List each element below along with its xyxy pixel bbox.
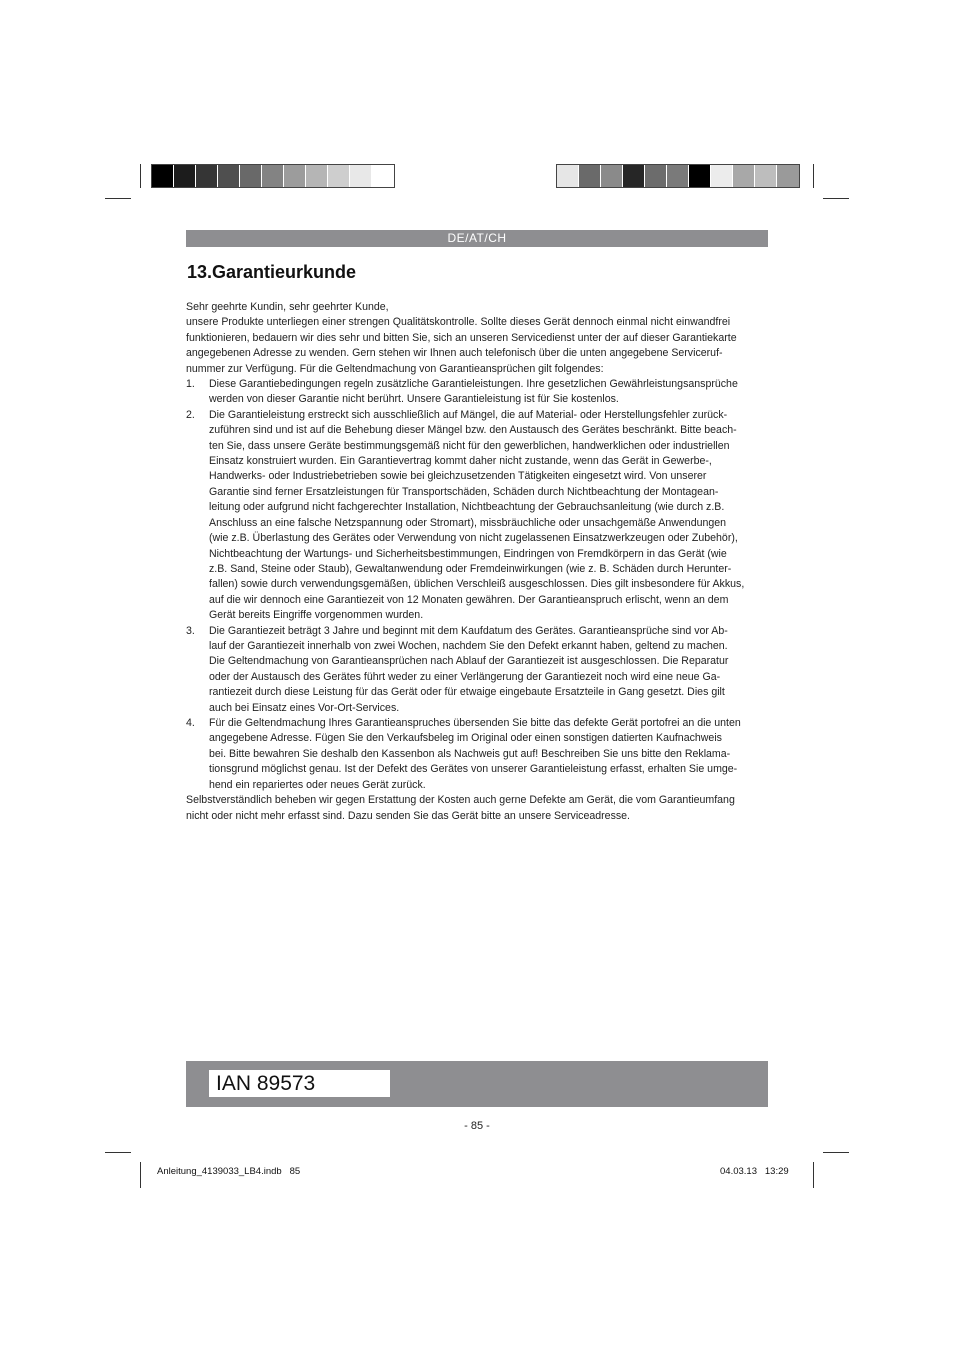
text-line: rantiezeit durch diese Leistung für das Gerät oder für etwaige eingebaute Ersatzteile in Gang gesetzt. Dies gilt xyxy=(209,686,725,699)
region-label-bar xyxy=(186,230,768,247)
text-line: Gerät bereits Eingriffe vorgenommen wurden. xyxy=(209,609,424,622)
color-swatch xyxy=(284,165,306,187)
crop-mark xyxy=(823,1152,849,1153)
salutation: Sehr geehrte Kundin, sehr geehrter Kunde, xyxy=(186,301,389,313)
text-line: (wie z.B. Überlastung des Gerätes oder Verwendung von nicht zugelassenen Einsatzwerkzeugen oder Zubehör), xyxy=(209,532,738,545)
color-swatch xyxy=(711,165,733,187)
text-line: Die Garantieleistung erstreckt sich ausschließlich auf Mängel, die auf Material- oder Herstellungsfehler zurück- xyxy=(209,408,728,421)
text-line: fallen) sowie durch verwendungsgemäßen, üblichen Verschleiß ausgeschlossen. Dies gilt insbesondere für Akkus, xyxy=(209,578,745,591)
text-line: leitung oder aufgrund nicht fachgerechter Installation, Nichtbeachtung der Gebrauchsanleitung (wie durch z.B. xyxy=(209,501,725,514)
text-line: Die Geltendmachung von Garantieansprüchen nach Ablauf der Garantiezeit ist ausgeschlossen. Die Reparatur xyxy=(209,655,729,668)
text-line: auf die wir dennoch eine Garantiezeit von 12 Monaten gewähren. Der Garantieanspruch erlischt, wenn an dem xyxy=(209,593,729,606)
text-line: z.B. Sand, Steine oder Staub), Gewaltanwendung oder Fremdeinwirkungen (wie z. B. Schäden durch Herunter- xyxy=(209,562,732,575)
color-swatch xyxy=(755,165,777,187)
text-line: lauf der Garantiezeit innerhalb von zwei Wochen, nachdem Sie den Defekt erkannt haben, geltend zu machen. xyxy=(209,639,728,652)
crop-mark xyxy=(813,1162,814,1188)
list-item-number: 3. xyxy=(186,624,195,637)
text-line: angegebenen Adresse zu wenden. Gern stehen wir Ihnen auch telefonisch über die unten angegebene Serviceruf- xyxy=(186,347,723,360)
closing-paragraph xyxy=(186,793,770,825)
color-swatch xyxy=(306,165,328,187)
text-line: nummer zur Verfügung. Für die Geltendmachung von Garantieansprüchen gilt folgendes: xyxy=(186,362,604,375)
text-line: Diese Garantiebedingungen regeln zusätzliche Garantieleistungen. Ihre gesetzlichen Gewährleistungsansprüche xyxy=(209,378,738,391)
list-item xyxy=(186,624,770,716)
color-swatch xyxy=(689,165,711,187)
crop-mark xyxy=(140,1162,141,1188)
intro-paragraph xyxy=(186,315,770,377)
text-line: hend ein repariertes oder neues Gerät zurück. xyxy=(209,778,426,791)
text-line: werden von dieser Garantie nicht berührt. Unsere Garantieleistung ist für Sie kostenlos. xyxy=(209,393,619,406)
text-line: nicht oder nicht mehr erfasst sind. Dazu senden Sie das Gerät bitte an unsere Serviceadresse. xyxy=(186,810,630,823)
crop-mark xyxy=(140,164,141,188)
text-line: ten Sie, dass unsere Geräte bestimmungsgemäß nicht für den gewerblichen, handwerklichen oder industriellen xyxy=(209,439,730,452)
list-item-number: 1. xyxy=(186,378,195,391)
text-line: Selbstverständlich beheben wir gegen Erstattung der Kosten auch gerne Defekte am Gerät, die vom Garantieumfang xyxy=(186,794,735,806)
list-item xyxy=(186,377,770,408)
text-line: zuführen sind und ist auf die Behebung dieser Mängel bzw. den Austausch des Gerätes beschränkt. Bitte beach- xyxy=(209,424,737,437)
text-line: funktionieren, bedauern wir dies sehr und bitten Sie, sich an unseren Servicedienst unter der auf dieser Garantiekarte xyxy=(186,331,737,344)
color-swatch xyxy=(557,165,579,187)
crop-mark xyxy=(105,1152,131,1153)
region-label: DE/AT/CH xyxy=(447,231,507,245)
text-line: Einsatz konstruiert wurden. Ein Garantievertrag kommt daher nicht zustande, wenn das Gerät in Gewerbe-, xyxy=(209,455,712,468)
color-swatch xyxy=(733,165,755,187)
text-line: bei. Bitte bewahren Sie deshalb den Kassenbon als Nachweis gut auf! Beschreiben Sie uns bitte den Reklama- xyxy=(209,747,731,760)
color-swatch xyxy=(218,165,240,187)
crop-mark xyxy=(813,164,814,188)
color-swatch xyxy=(579,165,601,187)
list-item-number: 4. xyxy=(186,716,195,729)
color-swatch xyxy=(328,165,350,187)
color-swatch-strip-left xyxy=(151,164,395,188)
color-swatch xyxy=(623,165,645,187)
list-item-number: 2. xyxy=(186,408,195,421)
text-line: unsere Produkte unterliegen einer strengen Qualitätskontrolle. Sollte dieses Gerät dennoch einmal nicht einwandfrei xyxy=(186,316,731,329)
page-number: - 85 - xyxy=(464,1120,490,1132)
crop-mark xyxy=(823,198,849,199)
warranty-conditions-list xyxy=(186,377,770,793)
color-swatch xyxy=(601,165,623,187)
color-swatch xyxy=(777,165,799,187)
text-line: auch bei Einsatz eines Vor-Ort-Services. xyxy=(209,701,400,714)
color-swatch-strip-right xyxy=(556,164,800,188)
ian-number: IAN 89573 xyxy=(209,1070,390,1097)
text-line: oder der Austausch des Gerätes führt weder zu einer Verlängerung der Garantiezeit noch wird eine neue Ga- xyxy=(209,670,721,683)
color-swatch xyxy=(350,165,372,187)
text-line: angegebene Adresse. Fügen Sie den Verkaufsbeleg im Original oder einen sonstigen datierten Kaufnachweis xyxy=(209,732,722,745)
warranty-text xyxy=(186,300,770,825)
text-line: Anschluss an eine falsche Netzspannung oder Stromart), missbräuchliche oder unsachgemäße Anwendungen xyxy=(209,516,727,529)
color-swatch xyxy=(196,165,218,187)
list-item xyxy=(186,408,770,624)
page-title: 13.Garantieurkunde xyxy=(187,262,357,282)
color-swatch xyxy=(645,165,667,187)
ian-band xyxy=(186,1061,768,1107)
footer-file-info: Anleitung_4139033_LB4.indb 85 xyxy=(157,1166,301,1177)
text-line: Garantie sind ferner Ersatzleistungen für Transportschäden, Schäden durch Nichtbeachtung der Montagean- xyxy=(209,485,719,498)
footer-datetime: 04.03.13 13:29 xyxy=(720,1166,789,1177)
text-line: Für die Geltendmachung Ihres Garantieanspruches übersenden Sie bitte das defekte Gerät portofrei an die unten xyxy=(209,716,741,729)
color-swatch xyxy=(667,165,689,187)
color-swatch xyxy=(152,165,174,187)
color-swatch xyxy=(240,165,262,187)
list-item xyxy=(186,716,770,793)
color-swatch xyxy=(372,165,394,187)
crop-mark xyxy=(105,198,131,199)
text-line: Nichtbeachtung der Wartungs- und Sicherheitsbestimmungen, Eindringen von Fremdkörpern in das Gerät (wie xyxy=(209,547,727,560)
color-swatch xyxy=(174,165,196,187)
text-line: Die Garantiezeit beträgt 3 Jahre und beginnt mit dem Kaufdatum des Gerätes. Garantieansprüche sind vor Ab- xyxy=(209,624,728,637)
color-swatch xyxy=(262,165,284,187)
text-line: tionsgrund möglichst genau. Ist der Defekt des Gerätes von unserer Garantieleistung erfasst, erhalten Sie umge- xyxy=(209,763,738,776)
text-line: Handwerks- oder Industriebetrieben sowie bei gleichzusetzenden Tätigkeiten eingesetzt wird. Von unserer xyxy=(209,470,707,483)
